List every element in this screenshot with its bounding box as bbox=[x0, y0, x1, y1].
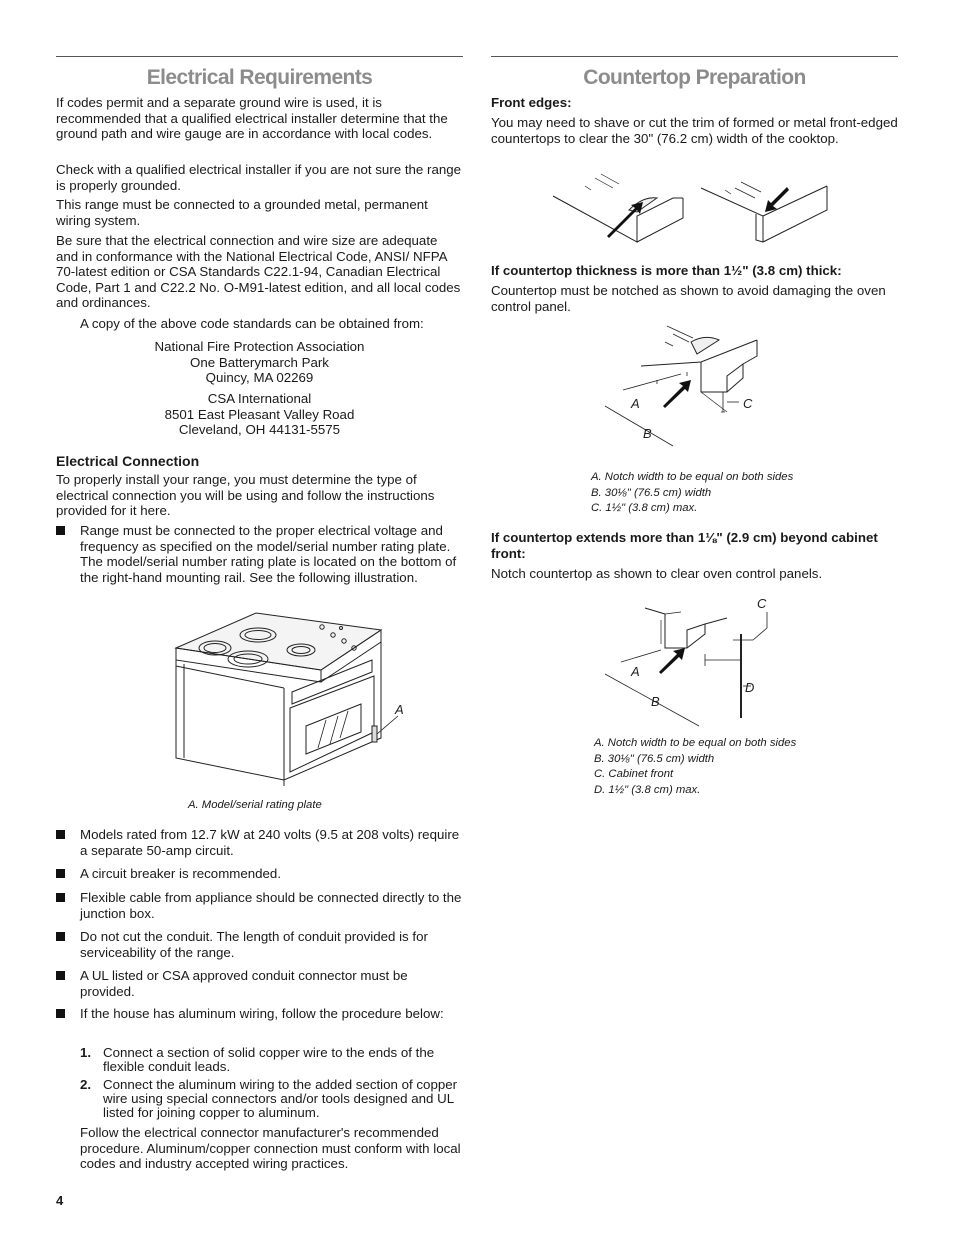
step-number: 1. bbox=[80, 1045, 92, 1060]
step-item bbox=[80, 1046, 463, 1074]
list-item-text: A circuit breaker is recommended. bbox=[80, 866, 282, 881]
paragraph-ground-wire: If codes permit and a separate ground wire is used, it is recommended that a qualified electrical installer determine that the ground path and wire gauge are in accordance with local codes. bbox=[56, 95, 448, 142]
arrow-icon bbox=[607, 202, 643, 238]
address-line: Quincy, MA 02269 bbox=[205, 370, 314, 386]
paragraph-connection-intro: To properly install your range, you must determine the type of electrical connection you will be using and follow the instructions provided for it here. bbox=[56, 472, 435, 519]
csa-address bbox=[56, 391, 463, 438]
caption-line: C. 1½" (3.8 cm) max. bbox=[591, 502, 698, 514]
front-edges-label: Front edges: bbox=[491, 95, 572, 110]
list-item bbox=[56, 866, 463, 882]
dimension-label-a: A bbox=[631, 396, 640, 411]
figure-caption: A. Model/serial rating plate bbox=[188, 799, 322, 811]
extends-label: If countertop extends more than 1⅛" (2.9 cm) beyond cabinet front: bbox=[491, 530, 878, 561]
fig3-captions bbox=[594, 736, 796, 798]
thickness-label: If countertop thickness is more than 1½" (3.8 cm) thick: bbox=[491, 263, 842, 278]
list-item-text: Do not cut the conduit. The length of conduit provided is for serviceability of the range. bbox=[80, 929, 428, 960]
paragraph-grounded-system: This range must be connected to a grounded metal, permanent wiring system. bbox=[56, 197, 428, 228]
list-item bbox=[56, 890, 463, 921]
address-line: Cleveland, OH 44131-5575 bbox=[178, 422, 341, 438]
arrow-icon bbox=[663, 380, 691, 408]
rating-plate bbox=[372, 726, 377, 742]
countertop-preparation-heading: Countertop Preparation bbox=[583, 66, 806, 89]
nfpa-address bbox=[56, 339, 463, 386]
dimension-label-b: B bbox=[651, 694, 660, 709]
front-edges-text: You may need to shave or cut the trim of formed or metal front-edged countertops to clear the 30" (76.2 cm) width of the cooktop. bbox=[491, 115, 898, 146]
list-item-text: Models rated from 12.7 kW at 240 volts (9.5 at 208 volts) require a separate 50-amp circuit. bbox=[80, 827, 460, 858]
list-item bbox=[56, 827, 463, 858]
range-body-side bbox=[176, 660, 284, 780]
figure-label-a: A bbox=[395, 702, 404, 717]
paragraph-copy-obtain: A copy of the above code standards can be obtained from: bbox=[80, 316, 424, 331]
range-illustration bbox=[166, 608, 416, 788]
right-column bbox=[491, 0, 898, 1235]
dimension-label-b: B bbox=[643, 426, 652, 441]
caption-line: D. 1½" (3.8 cm) max. bbox=[594, 783, 701, 796]
caption-line: A. Notch width to be equal on both sides bbox=[591, 471, 794, 483]
bullet-square-icon bbox=[56, 526, 65, 535]
bullet-square-icon bbox=[56, 830, 65, 839]
list-item-text: If the house has aluminum wiring, follow the procedure below: bbox=[80, 1006, 444, 1021]
bullet-square-icon bbox=[56, 1009, 65, 1018]
arrow-icon bbox=[765, 187, 789, 212]
dimension-label-c: C bbox=[743, 396, 753, 411]
notch-thickness-illustration bbox=[601, 320, 801, 460]
step-item bbox=[80, 1078, 463, 1120]
step-text: Connect a section of solid copper wire to the ends of the flexible conduit leads. bbox=[103, 1045, 435, 1074]
list-item bbox=[56, 1006, 463, 1022]
fig2-captions bbox=[591, 470, 793, 517]
address-line: 8501 East Pleasant Valley Road bbox=[164, 406, 355, 422]
step-number: 2. bbox=[80, 1077, 92, 1092]
caption-line: C. Cabinet front bbox=[594, 768, 674, 780]
dimension-label-a: A bbox=[631, 664, 640, 679]
caption-line: B. 30⅛" (76.5 cm) width bbox=[591, 486, 712, 499]
list-item bbox=[56, 929, 463, 960]
thickness-text: Countertop must be notched as shown to avoid damaging the oven control panel. bbox=[491, 283, 886, 314]
paragraph-qualified-installer: Check with a qualified electrical installer if you are not sure the range is properly grounded. bbox=[56, 162, 462, 193]
dimension-label-c: C bbox=[757, 596, 767, 611]
front-edge-illustration bbox=[551, 168, 841, 248]
arrow-icon bbox=[659, 648, 685, 674]
left-column bbox=[56, 0, 463, 1235]
list-item bbox=[56, 968, 463, 999]
bullet-square-icon bbox=[56, 893, 65, 902]
address-line: One Batterymarch Park bbox=[190, 354, 329, 370]
step-text: Connect the aluminum wiring to the added section of copper wire using special connectors and/or tools designed and UL listed for joining copper to aluminum. bbox=[103, 1077, 458, 1120]
extends-text: Notch countertop as shown to clear oven control panels. bbox=[491, 566, 823, 581]
list-item bbox=[56, 523, 463, 585]
page-number: 4 bbox=[56, 1193, 64, 1208]
bullet-square-icon bbox=[56, 932, 65, 941]
list-item-text: Range must be connected to the proper electrical voltage and frequency as specified on the model/serial number rating plate. The model/serial number rating plate is located on the bottom of the right-hand mounting rail. See the following illustration. bbox=[80, 523, 457, 585]
paragraph-code-conformance: Be sure that the electrical connection and wire size are adequate and in conformance with the National Electrical Code, ANSI/ NFPA 70-latest edition or CSA Standards C22.1-94, Canadian Electrical Code, Part 1 and C22.2 No. O-M91-latest edition, and all local codes and ordinances. bbox=[56, 233, 461, 311]
bullet-square-icon bbox=[56, 869, 65, 878]
electrical-connection-subheading: Electrical Connection bbox=[56, 453, 200, 469]
caption-line: B. 30⅛" (76.5 cm) width bbox=[594, 752, 715, 765]
paragraph-closing: Follow the electrical connector manufacturer's recommended procedure. Aluminum/copper connection must conform with local codes and industry accepted wiring practices. bbox=[80, 1125, 461, 1172]
list-item-text: Flexible cable from appliance should be connected directly to the junction box. bbox=[80, 890, 462, 921]
dimension-label-d: D bbox=[745, 680, 755, 695]
address-line: National Fire Protection Association bbox=[154, 339, 365, 354]
address-line: CSA International bbox=[207, 391, 312, 406]
caption-line: A. Notch width to be equal on both sides bbox=[594, 737, 797, 749]
oven-window bbox=[306, 704, 361, 754]
notch-extends-illustration bbox=[601, 590, 801, 730]
list-item-text: A UL listed or CSA approved conduit connector must be provided. bbox=[80, 968, 408, 999]
electrical-requirements-heading: Electrical Requirements bbox=[146, 66, 373, 89]
bullet-square-icon bbox=[56, 971, 65, 980]
